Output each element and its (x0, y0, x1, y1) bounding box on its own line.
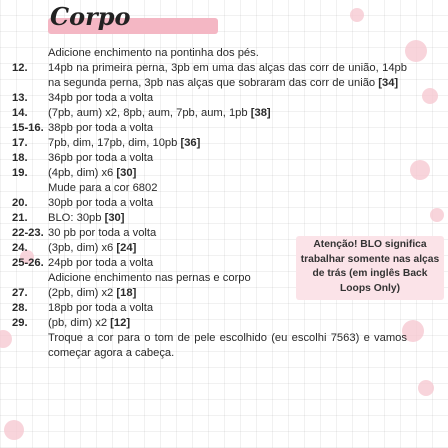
row-instruction: (7pb, aum) x2, 8pb, aum, 7pb, aum, 1pb (48, 107, 251, 119)
row-instruction: Adicione enchimento nas pernas e corpo (48, 272, 251, 284)
row-text (48, 331, 407, 361)
row-number: 27. (12, 287, 28, 299)
instruction-note (12, 46, 407, 61)
row-instruction: 30 pb por toda a volta (48, 227, 157, 239)
row-text (48, 166, 407, 181)
decor-dot (410, 160, 430, 180)
row-instruction: Adicione enchimento na pontinha dos pés. (48, 47, 259, 59)
instruction-row (12, 301, 407, 316)
row-instruction: 34pb por toda a volta (48, 92, 154, 104)
row-instruction: Mude para a cor 6802 (48, 182, 158, 194)
row-text (48, 316, 407, 331)
row-instruction: 18pb por toda a volta (48, 302, 154, 314)
pattern-instructions (12, 46, 407, 361)
row-number: 13. (12, 92, 28, 104)
instruction-row (12, 316, 407, 331)
row-text (48, 136, 407, 151)
row-instruction: 30pb por toda a volta (48, 197, 154, 209)
instruction-row (12, 61, 407, 91)
row-number: 19. (12, 167, 28, 179)
row-number: 15-16. (12, 122, 44, 134)
row-instruction: BLO: 30pb (48, 212, 105, 224)
stitch-count: [30] (104, 212, 125, 224)
instruction-row (12, 121, 407, 136)
decor-dot (422, 88, 438, 104)
decor-dot (418, 380, 434, 396)
row-number: 28. (12, 302, 28, 314)
row-text (48, 46, 407, 61)
instruction-row (12, 91, 407, 106)
instruction-row (12, 106, 407, 121)
row-number: 17. (12, 137, 28, 149)
instruction-note (12, 331, 407, 361)
row-text (48, 61, 407, 91)
decor-dot (350, 8, 364, 22)
row-text (48, 106, 407, 121)
stitch-count: [38] (250, 107, 271, 119)
stitch-count: [34] (378, 77, 399, 89)
row-number: 14. (12, 107, 28, 119)
decor-dot (4, 420, 24, 440)
stitch-count: [18] (116, 287, 137, 299)
stitch-count: [36] (180, 137, 201, 149)
instruction-row (12, 211, 407, 226)
decor-dot (0, 330, 12, 348)
row-number: 12. (12, 62, 28, 74)
stitch-count: [12] (110, 317, 131, 329)
stitch-count: [24] (116, 242, 137, 254)
instruction-row (12, 196, 407, 211)
row-instruction: (4pb, dim) x6 (48, 167, 117, 179)
row-instruction: (3pb, dim) x6 (48, 242, 117, 254)
row-instruction: Troque a cor para o tom de pele escolhido (eu escolhi 7563) e vamos começar agora a cabeça. (48, 332, 407, 359)
row-text (48, 151, 407, 166)
row-number: 21. (12, 212, 28, 224)
instruction-row (12, 136, 407, 151)
row-number: 22-23. (12, 227, 44, 239)
stitch-count: [30] (116, 167, 137, 179)
row-number: 18. (12, 152, 28, 164)
row-instruction: 7pb, dim, 17pb, dim, 10pb (48, 137, 181, 149)
decor-dot (430, 208, 444, 222)
row-text (48, 301, 407, 316)
page-title: Corpo (50, 2, 131, 31)
row-instruction: (2pb, dim) x2 (48, 287, 117, 299)
row-instruction: (pb, dim) x2 (48, 317, 111, 329)
row-text (48, 91, 407, 106)
instruction-note (12, 181, 407, 196)
row-text (48, 181, 407, 196)
row-instruction: 24pb por toda a volta (48, 257, 154, 269)
instruction-row (12, 166, 407, 181)
row-number: 20. (12, 197, 28, 209)
row-text (48, 211, 407, 226)
row-number: 24. (12, 242, 28, 254)
row-instruction: 36pb por toda a volta (48, 152, 154, 164)
notice-text: Atenção! BLO significa trabalhar somente nas alças de trás (em inglês Back Loops Only) (300, 239, 440, 294)
row-text (48, 121, 407, 136)
instruction-row (12, 151, 407, 166)
row-text (48, 196, 407, 211)
decor-dot (405, 40, 427, 62)
row-instruction: 38pb por toda a volta (48, 122, 154, 134)
row-number: 29. (12, 317, 28, 329)
row-number: 25-26. (12, 257, 44, 269)
row-instruction: 14pb na primeira perna, 3pb em uma das alças das corr de união, 14pb na segunda perna, 3pb nas alças que sobraram das corr de união (48, 62, 407, 89)
